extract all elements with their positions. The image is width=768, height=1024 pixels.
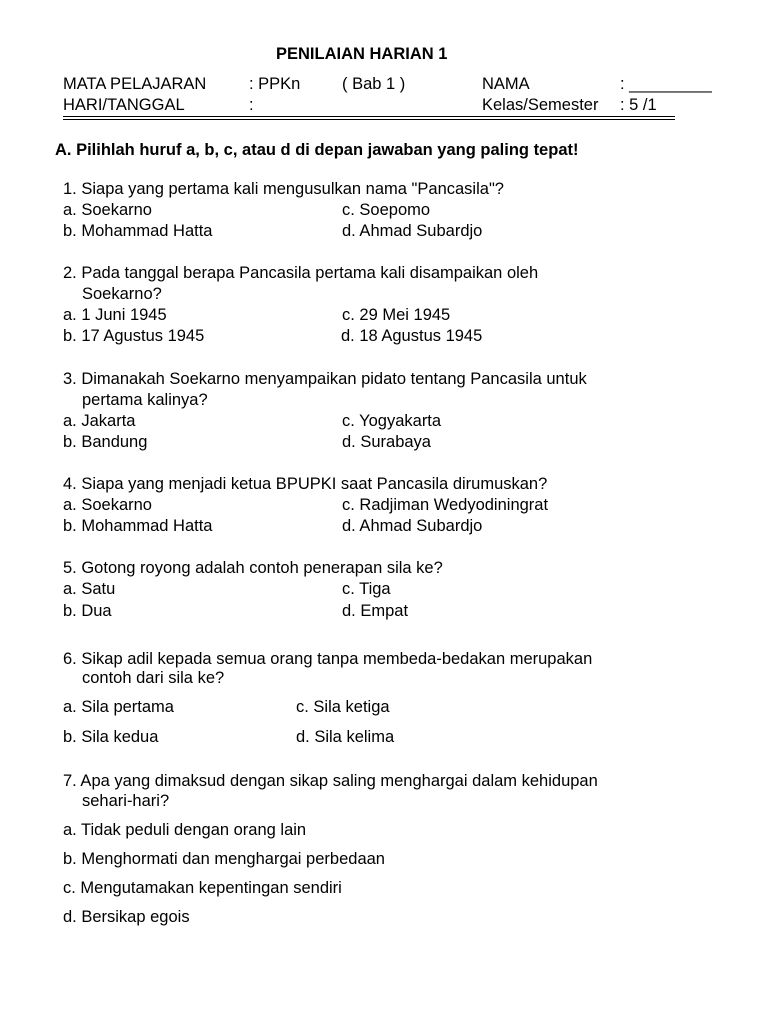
header-divider-bottom (63, 119, 675, 120)
class-semester-value: : 5 /1 (620, 96, 657, 114)
option-c: c. Yogyakarta (342, 412, 442, 430)
option-c: c. Tiga (342, 580, 391, 598)
section-instruction: A. Pilihlah huruf a, b, c, atau d di depan jawaban yang paling tepat! (55, 141, 579, 159)
option-b: b. Mohammad Hatta (63, 517, 213, 535)
option-d: d. Ahmad Subardjo (342, 517, 483, 535)
question-text: 2. Pada tanggal berapa Pancasila pertama kali disampaikan oleh (63, 264, 539, 282)
option-b: b. Sila kedua (63, 728, 159, 746)
option-d: d. Empat (342, 602, 409, 620)
option-a: a. Tidak peduli dengan orang lain (63, 821, 307, 839)
question-text: 6. Sikap adil kepada semua orang tanpa membeda-bedakan merupakan (63, 650, 593, 668)
option-a: a. Jakarta (63, 412, 136, 430)
date-value: : (249, 96, 254, 114)
option-b: b. Mohammad Hatta (63, 222, 213, 240)
subject-value: : PPKn (249, 75, 301, 93)
header-divider-top (63, 116, 675, 117)
option-d: d. Bersikap egois (63, 908, 190, 926)
option-b: b. Bandung (63, 433, 148, 451)
question-text: 3. Dimanakah Soekarno menyampaikan pidato tentang Pancasila untuk (63, 370, 587, 388)
question-text-cont: sehari-hari? (82, 792, 170, 810)
option-a: a. Sila pertama (63, 698, 174, 716)
option-b: b. Dua (63, 602, 112, 620)
question-text-cont: contoh dari sila ke? (82, 669, 225, 687)
date-label: HARI/TANGGAL (63, 96, 185, 114)
question-text: 4. Siapa yang menjadi ketua BPUPKI saat Pancasila dirumuskan? (63, 475, 548, 493)
option-a: a. Satu (63, 580, 116, 598)
question-text-cont: Soekarno? (82, 285, 162, 303)
option-a: a. 1 Juni 1945 (63, 306, 167, 324)
option-c: c. Radjiman Wedyodiningrat (342, 496, 549, 514)
question-text-cont: pertama kalinya? (82, 391, 208, 409)
option-b: b. Menghormati dan menghargai perbedaan (63, 850, 385, 868)
option-d: d. Ahmad Subardjo (342, 222, 483, 240)
subject-label: MATA PELAJARAN (63, 75, 207, 93)
option-c: c. Sila ketiga (296, 698, 390, 716)
name-label: NAMA (482, 75, 530, 93)
option-a: a. Soekarno (63, 201, 152, 219)
class-semester-label: Kelas/Semester (482, 96, 599, 114)
option-d: d. 18 Agustus 1945 (341, 327, 483, 345)
option-a: a. Soekarno (63, 496, 152, 514)
chapter-label: ( Bab 1 ) (342, 75, 406, 93)
option-c: c. Soepomo (342, 201, 431, 219)
option-b: b. 17 Agustus 1945 (63, 327, 205, 345)
question-text: 5. Gotong royong adalah contoh penerapan sila ke? (63, 559, 443, 577)
name-field: : _________ (620, 75, 712, 93)
option-c: c. Mengutamakan kepentingan sendiri (63, 879, 342, 897)
option-d: d. Sila kelima (296, 728, 395, 746)
option-c: c. 29 Mei 1945 (342, 306, 451, 324)
option-d: d. Surabaya (342, 433, 431, 451)
question-text: 7. Apa yang dimaksud dengan sikap saling menghargai dalam kehidupan (63, 772, 598, 790)
question-text: 1. Siapa yang pertama kali mengusulkan nama "Pancasila"? (63, 180, 504, 198)
page-title: PENILAIAN HARIAN 1 (276, 45, 448, 63)
